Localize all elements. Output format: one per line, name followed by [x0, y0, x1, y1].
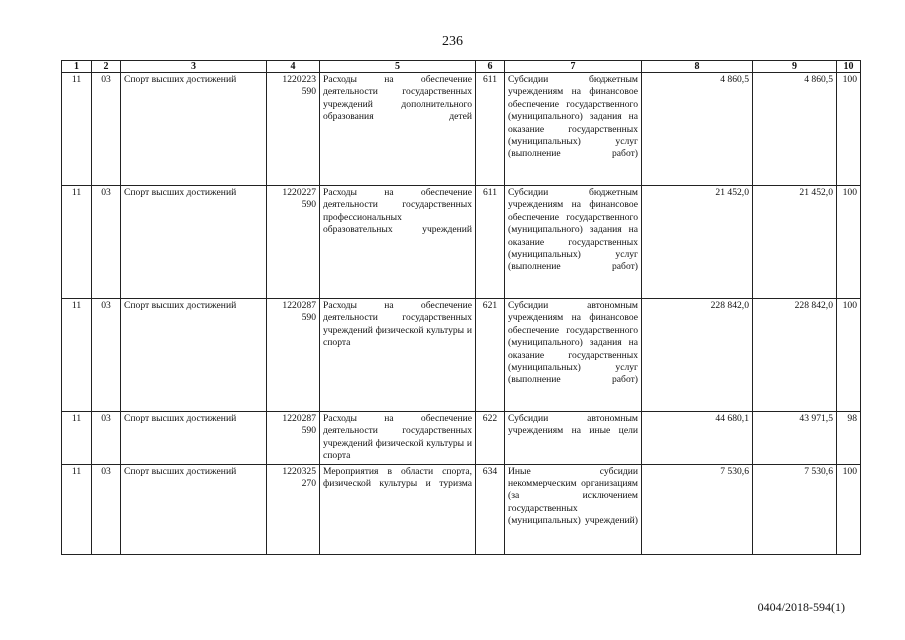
expense-type-name-cell: Субсидии автономным учреждениям на иные цели — [505, 412, 642, 465]
page-number: 236 — [442, 34, 463, 49]
column-header: 10 — [837, 61, 861, 73]
expense-name-cell: Расходы на обеспечение деятельности государственных профессиональных образовательных учреждений — [320, 186, 476, 299]
percent-cell: 100 — [837, 299, 861, 412]
subsection-name-cell: Спорт высших достижений — [121, 186, 267, 299]
column-header: 6 — [476, 61, 505, 73]
percent-cell: 100 — [837, 186, 861, 299]
target-article-suffix: 590 — [301, 199, 316, 211]
table-row — [62, 186, 861, 299]
expense-type-name-cell: Иные субсидии некоммерческим организациям (за исключением государственных (муниципальных) учреждений) — [505, 464, 642, 554]
table-row — [62, 299, 861, 412]
expense-type-name-cell: Субсидии бюджетным учреждениям на финансовое обеспечение государственного (муниципального) задания на оказание государственных (муниципальных) услуг (выполнение работ) — [505, 186, 642, 299]
target-article-cell — [267, 299, 320, 412]
table-row — [62, 464, 861, 554]
table-row — [62, 412, 861, 465]
subsection-cell: 03 — [92, 464, 121, 554]
subsection-name-cell: Спорт высших достижений — [121, 299, 267, 412]
section-cell: 11 — [62, 464, 92, 554]
executed-amount-cell: 43 971,5 — [753, 412, 837, 465]
column-header: 7 — [505, 61, 642, 73]
table-row — [62, 73, 861, 186]
expense-type-cell: 611 — [476, 186, 505, 299]
planned-amount-cell: 228 842,0 — [642, 299, 753, 412]
column-header: 1 — [62, 61, 92, 73]
column-header: 4 — [267, 61, 320, 73]
subsection-cell: 03 — [92, 186, 121, 299]
expense-type-cell: 634 — [476, 464, 505, 554]
target-article-suffix: 590 — [301, 425, 316, 437]
percent-cell: 100 — [837, 464, 861, 554]
subsection-cell: 03 — [92, 412, 121, 465]
header-row — [62, 61, 861, 73]
column-header: 9 — [753, 61, 837, 73]
target-article-suffix: 270 — [301, 478, 316, 490]
target-article-cell — [267, 464, 320, 554]
target-article-cell — [267, 412, 320, 465]
expense-type-cell: 621 — [476, 299, 505, 412]
target-article-cell — [267, 73, 320, 186]
target-article-code: 1220287 — [282, 413, 316, 424]
document-code: 0404/2018-594(1) — [757, 600, 845, 614]
planned-amount-cell: 21 452,0 — [642, 186, 753, 299]
subsection-cell: 03 — [92, 299, 121, 412]
percent-cell: 100 — [837, 73, 861, 186]
subsection-cell: 03 — [92, 73, 121, 186]
target-article-code: 1220287 — [282, 300, 316, 311]
target-article-suffix: 590 — [301, 86, 316, 98]
target-article-code: 1220325 — [282, 465, 316, 477]
executed-amount-cell: 4 860,5 — [753, 73, 837, 186]
executed-amount-cell: 21 452,0 — [753, 186, 837, 299]
target-article-cell — [267, 186, 320, 299]
target-article-suffix: 590 — [301, 312, 316, 324]
expense-type-cell: 611 — [476, 73, 505, 186]
section-cell: 11 — [62, 299, 92, 412]
section-cell: 11 — [62, 412, 92, 465]
expense-type-name-cell: Субсидии автономным учреждениям на финансовое обеспечение государственного (муниципального) задания на оказание государственных (муниципальных) услуг (выполнение работ) — [505, 299, 642, 412]
expense-name-cell: Расходы на обеспечение деятельности государственных учреждений дополнительного образования детей — [320, 73, 476, 186]
section-cell: 11 — [62, 186, 92, 299]
expense-type-cell: 622 — [476, 412, 505, 465]
planned-amount-cell: 4 860,5 — [642, 73, 753, 186]
expense-name-cell: Мероприятия в области спорта, физической культуры и туризма — [320, 464, 476, 554]
planned-amount-cell: 44 680,1 — [642, 412, 753, 465]
column-header: 8 — [642, 61, 753, 73]
expense-name-cell: Расходы на обеспечение деятельности государственных учреждений физической культуры и спорта — [320, 299, 476, 412]
section-cell: 11 — [62, 73, 92, 186]
subsection-name-cell: Спорт высших достижений — [121, 73, 267, 186]
column-header: 3 — [121, 61, 267, 73]
executed-amount-cell: 228 842,0 — [753, 299, 837, 412]
budget-table — [61, 60, 861, 555]
column-header: 2 — [92, 61, 121, 73]
column-header: 5 — [320, 61, 476, 73]
target-article-code: 1220223 — [282, 74, 316, 85]
executed-amount-cell: 7 530,6 — [753, 464, 837, 554]
percent-cell: 98 — [837, 412, 861, 465]
subsection-name-cell: Спорт высших достижений — [121, 412, 267, 465]
target-article-code: 1220227 — [282, 187, 316, 198]
subsection-name-cell: Спорт высших достижений — [121, 464, 267, 554]
expense-type-name-cell: Субсидии бюджетным учреждениям на финансовое обеспечение государственного (муниципального) задания на оказание государственных (муниципальных) услуг (выполнение работ) — [505, 73, 642, 186]
expense-name-cell: Расходы на обеспечение деятельности государственных учреждений физической культуры и спорта — [320, 412, 476, 465]
planned-amount-cell: 7 530,6 — [642, 464, 753, 554]
